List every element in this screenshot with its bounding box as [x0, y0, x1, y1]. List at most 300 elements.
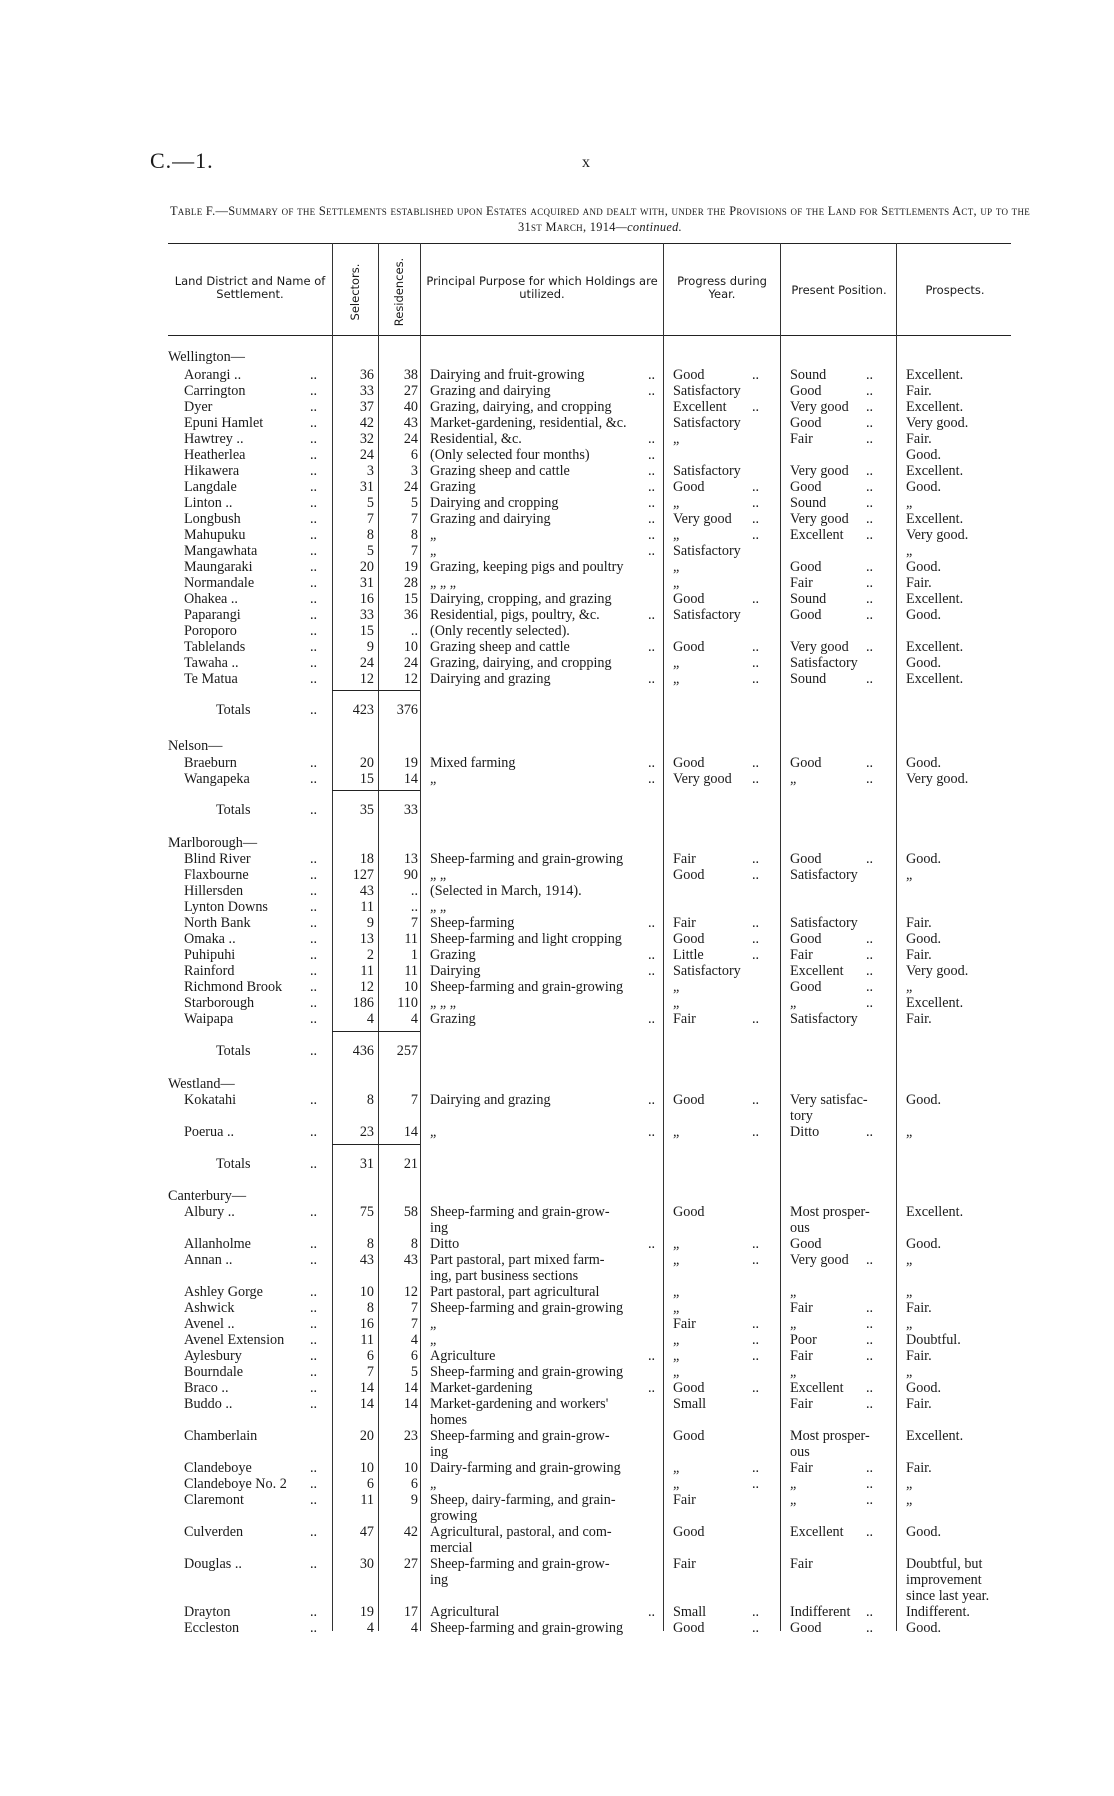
- position-text: tory: [790, 1108, 813, 1124]
- settlement-name: Avenel Extension: [184, 1332, 285, 1348]
- prospects-text: Good.: [906, 1236, 942, 1252]
- prospects-text: Good.: [906, 447, 942, 463]
- purpose-text: Grazing, dairying, and cropping: [430, 655, 612, 671]
- header-purpose: Principal Purpose for which Holdings are utilized.: [426, 274, 658, 301]
- leader-dots: ..: [648, 915, 656, 931]
- selectors-value: 6: [366, 1476, 374, 1492]
- prospects-text: Excellent.: [906, 511, 964, 527]
- selectors-value: 127: [352, 867, 374, 883]
- selectors-value: 15: [359, 623, 374, 639]
- leader-dots: ..: [310, 995, 318, 1011]
- leader-dots: ..: [310, 1556, 318, 1572]
- prospects-text: „: [906, 1492, 913, 1508]
- prospects-text: Good.: [906, 1524, 942, 1540]
- prospects-text: Excellent.: [906, 639, 964, 655]
- residences-value: 24: [403, 431, 418, 447]
- position-text: Good: [790, 559, 822, 575]
- purpose-text: Sheep-farming and grain-growing: [430, 1364, 624, 1380]
- settlement-name: Linton ..: [184, 495, 233, 511]
- leader-dots: ..: [648, 671, 656, 687]
- leader-dots: ..: [866, 1300, 874, 1316]
- settlement-name: Albury ..: [184, 1204, 235, 1220]
- settlement-name: Heatherlea: [184, 447, 246, 463]
- leader-dots: ..: [310, 899, 318, 915]
- leader-dots: ..: [310, 1364, 318, 1380]
- prospects-text: Very good.: [906, 527, 969, 543]
- position-text: „: [790, 1284, 797, 1300]
- leader-dots: ..: [866, 479, 874, 495]
- purpose-text: Sheep-farming and grain-grow-: [430, 1204, 610, 1220]
- leader-dots: ..: [866, 963, 874, 979]
- purpose-text: ing, part business sections: [430, 1268, 579, 1284]
- selectors-value: 43: [359, 883, 374, 899]
- prospects-text: Fair.: [906, 383, 932, 399]
- position-text: Good: [790, 979, 822, 995]
- progress-text: Satisfactory: [673, 963, 741, 979]
- settlement-name: Starborough: [184, 995, 255, 1011]
- progress-text: Good: [673, 1204, 705, 1220]
- selectors-value: 11: [360, 963, 374, 979]
- settlement-name: Tawaha ..: [184, 655, 239, 671]
- selectors-value: 8: [366, 1236, 374, 1252]
- selectors-value: 14: [359, 1380, 374, 1396]
- prospects-text: Excellent.: [906, 1204, 964, 1220]
- selectors-value: 3: [366, 463, 374, 479]
- progress-text: Small: [673, 1396, 707, 1412]
- settlement-name: Totals: [216, 702, 251, 718]
- leader-dots: ..: [310, 1316, 318, 1332]
- selectors-value: 15: [359, 771, 374, 787]
- leader-dots: ..: [310, 1043, 318, 1059]
- settlement-name: Ashwick: [184, 1300, 235, 1316]
- selectors-value: 47: [359, 1524, 374, 1540]
- progress-text: Good: [673, 867, 705, 883]
- prospects-text: Good.: [906, 1092, 942, 1108]
- leader-dots: ..: [866, 415, 874, 431]
- leader-dots: ..: [648, 607, 656, 623]
- leader-dots: ..: [310, 431, 318, 447]
- selectors-value: 14: [359, 1396, 374, 1412]
- leader-dots: ..: [866, 1316, 874, 1332]
- selectors-value: 13: [359, 931, 374, 947]
- leader-dots: ..: [866, 399, 874, 415]
- purpose-text: „ „: [430, 899, 447, 915]
- settlement-name: Clandeboye No. 2: [184, 1476, 287, 1492]
- leader-dots: ..: [752, 495, 760, 511]
- leader-dots: ..: [310, 1284, 318, 1300]
- progress-text: Fair: [673, 1316, 696, 1332]
- position-text: Ditto: [790, 1124, 820, 1140]
- leader-dots: ..: [866, 851, 874, 867]
- selectors-value: 12: [359, 671, 374, 687]
- purpose-text: „: [430, 543, 437, 559]
- leader-dots: ..: [648, 511, 656, 527]
- purpose-text: „: [430, 1476, 437, 1492]
- prospects-text: „: [906, 1316, 913, 1332]
- selectors-value: 33: [359, 383, 374, 399]
- leader-dots: ..: [310, 655, 318, 671]
- leader-dots: ..: [648, 543, 656, 559]
- prospects-text: Excellent.: [906, 367, 964, 383]
- leader-dots: ..: [752, 915, 760, 931]
- progress-text: Satisfactory: [673, 415, 741, 431]
- residences-value: 24: [403, 479, 418, 495]
- leader-dots: ..: [310, 511, 318, 527]
- leader-dots: ..: [866, 463, 874, 479]
- prospects-text: Good.: [906, 1620, 942, 1636]
- position-text: „: [790, 1476, 797, 1492]
- residences-value: 257: [396, 1043, 418, 1059]
- residences-value: 8: [410, 527, 418, 543]
- position-text: Satisfactory: [790, 655, 858, 671]
- progress-text: „: [673, 1252, 680, 1268]
- leader-dots: ..: [866, 1620, 874, 1636]
- leader-dots: ..: [866, 527, 874, 543]
- residences-value: ..: [410, 899, 418, 915]
- position-text: Good: [790, 931, 822, 947]
- leader-dots: ..: [310, 963, 318, 979]
- purpose-text: „ „ „: [430, 575, 456, 591]
- position-text: Fair: [790, 1300, 813, 1316]
- purpose-text: Grazing: [430, 947, 476, 963]
- leader-dots: ..: [866, 1380, 874, 1396]
- leader-dots: ..: [310, 415, 318, 431]
- selectors-value: 18: [359, 851, 374, 867]
- purpose-text: „: [430, 1316, 437, 1332]
- purpose-text: Sheep-farming and grain-growing: [430, 979, 624, 995]
- settlement-name: Bourndale: [184, 1364, 244, 1380]
- prospects-text: „: [906, 1252, 913, 1268]
- prospects-text: Fair.: [906, 575, 932, 591]
- purpose-text: „ „ „: [430, 995, 456, 1011]
- settlement-name: Tablelands: [184, 639, 246, 655]
- purpose-text: Dairy-farming and grain-growing: [430, 1460, 621, 1476]
- leader-dots: ..: [648, 495, 656, 511]
- residences-value: 10: [403, 979, 418, 995]
- progress-text: Very good: [673, 771, 732, 787]
- purpose-text: Grazing sheep and cattle: [430, 463, 570, 479]
- settlement-name: Carrington: [184, 383, 246, 399]
- purpose-text: (Selected in March, 1914).: [430, 883, 582, 899]
- settlement-name: Flaxbourne: [184, 867, 249, 883]
- settlement-name: Totals: [216, 802, 251, 818]
- settlement-name: Totals: [216, 1043, 251, 1059]
- residences-value: 11: [404, 931, 418, 947]
- settlement-name: Hikawera: [184, 463, 240, 479]
- position-text: Fair: [790, 431, 813, 447]
- leader-dots: ..: [866, 931, 874, 947]
- leader-dots: ..: [752, 867, 760, 883]
- selectors-value: 11: [360, 899, 374, 915]
- purpose-text: Dairying and grazing: [430, 1092, 551, 1108]
- leader-dots: ..: [866, 1332, 874, 1348]
- leader-dots: ..: [310, 1204, 318, 1220]
- purpose-text: Dairying and grazing: [430, 671, 551, 687]
- settlement-name: Ohakea ..: [184, 591, 238, 607]
- purpose-text: „: [430, 771, 437, 787]
- prospects-text: Doubtful, but: [906, 1556, 983, 1572]
- leader-dots: ..: [648, 771, 656, 787]
- leader-dots: ..: [866, 591, 874, 607]
- settlement-name: Te Matua: [184, 671, 238, 687]
- settlement-name: Canterbury—: [168, 1188, 247, 1204]
- header-selectors: Selectors.: [348, 263, 362, 321]
- progress-text: Fair: [673, 1011, 696, 1027]
- progress-text: Little: [673, 947, 704, 963]
- header-position: Present Position.: [791, 283, 887, 297]
- settlement-name: Culverden: [184, 1524, 244, 1540]
- leader-dots: ..: [310, 1300, 318, 1316]
- progress-text: Good: [673, 1092, 705, 1108]
- position-text: Excellent: [790, 1524, 844, 1540]
- prospects-text: Fair.: [906, 1460, 932, 1476]
- leader-dots: ..: [752, 1124, 760, 1140]
- purpose-text: Market-gardening and workers': [430, 1396, 609, 1412]
- prospects-text: „: [906, 1284, 913, 1300]
- settlement-name: Hawtrey ..: [184, 431, 244, 447]
- position-text: Very good: [790, 1252, 849, 1268]
- leader-dots: ..: [310, 623, 318, 639]
- purpose-text: Sheep-farming and grain-grow-: [430, 1556, 610, 1572]
- progress-text: „: [673, 995, 680, 1011]
- residences-value: ..: [410, 623, 418, 639]
- residences-value: 12: [403, 671, 418, 687]
- residences-value: 4: [410, 1011, 418, 1027]
- leader-dots: ..: [648, 479, 656, 495]
- purpose-text: (Only selected four months): [430, 447, 590, 463]
- position-text: Good: [790, 1620, 822, 1636]
- position-text: Excellent: [790, 527, 844, 543]
- position-text: Indifferent: [790, 1604, 851, 1620]
- leader-dots: ..: [752, 591, 760, 607]
- settlement-name: Paparangi: [184, 607, 241, 623]
- settlement-name: Normandale: [184, 575, 255, 591]
- settlement-name: Clandeboye: [184, 1460, 252, 1476]
- position-text: Satisfactory: [790, 1011, 858, 1027]
- prospects-text: Fair.: [906, 431, 932, 447]
- leader-dots: ..: [310, 1236, 318, 1252]
- leader-dots: ..: [752, 399, 760, 415]
- purpose-text: growing: [430, 1508, 478, 1524]
- residences-value: 14: [403, 1380, 418, 1396]
- leader-dots: ..: [752, 947, 760, 963]
- purpose-text: Agricultural: [430, 1604, 500, 1620]
- leader-dots: ..: [310, 1380, 318, 1396]
- prospects-text: Very good.: [906, 415, 969, 431]
- progress-text: Fair: [673, 851, 696, 867]
- settlement-name: Braeburn: [184, 755, 237, 771]
- leader-dots: ..: [752, 1620, 760, 1636]
- leader-dots: ..: [866, 511, 874, 527]
- purpose-text: Grazing sheep and cattle: [430, 639, 570, 655]
- selectors-value: 36: [359, 367, 374, 383]
- leader-dots: ..: [752, 1460, 760, 1476]
- leader-dots: ..: [310, 947, 318, 963]
- selectors-value: 8: [366, 1092, 374, 1108]
- residences-value: 6: [410, 1476, 418, 1492]
- progress-text: „: [673, 655, 680, 671]
- purpose-text: Dairying and fruit-growing: [430, 367, 585, 383]
- purpose-text: Ditto: [430, 1236, 460, 1252]
- leader-dots: ..: [310, 639, 318, 655]
- progress-text: „: [673, 1124, 680, 1140]
- purpose-text: Sheep-farming and grain-growing: [430, 1620, 624, 1636]
- position-text: Good: [790, 755, 822, 771]
- selectors-value: 42: [359, 415, 374, 431]
- selectors-value: 10: [359, 1284, 374, 1300]
- settlement-name: Douglas ..: [184, 1556, 242, 1572]
- progress-text: Excellent: [673, 399, 727, 415]
- purpose-text: Grazing, keeping pigs and poultry: [430, 559, 624, 575]
- residences-value: 33: [403, 802, 418, 818]
- leader-dots: ..: [648, 383, 656, 399]
- purpose-text: Residential, pigs, poultry, &c.: [430, 607, 600, 623]
- settlement-name: Totals: [216, 1156, 251, 1172]
- leader-dots: ..: [310, 575, 318, 591]
- residences-value: 7: [410, 1092, 418, 1108]
- leader-dots: ..: [310, 1604, 318, 1620]
- leader-dots: ..: [866, 607, 874, 623]
- settlement-name: Waipapa: [184, 1011, 234, 1027]
- purpose-text: (Only recently selected).: [430, 623, 570, 639]
- leader-dots: ..: [752, 367, 760, 383]
- leader-dots: ..: [310, 755, 318, 771]
- settlement-name: Omaka ..: [184, 931, 236, 947]
- progress-text: Good: [673, 591, 705, 607]
- residences-value: 7: [410, 1300, 418, 1316]
- selectors-value: 8: [366, 1300, 374, 1316]
- selectors-value: 16: [359, 591, 374, 607]
- leader-dots: ..: [648, 367, 656, 383]
- prospects-text: Good.: [906, 655, 942, 671]
- selectors-value: 20: [359, 1428, 374, 1444]
- progress-text: Good: [673, 755, 705, 771]
- settlement-name: Marlborough—: [168, 835, 258, 851]
- position-text: Most prosper-: [790, 1204, 870, 1220]
- purpose-text: Sheep-farming and grain-grow-: [430, 1428, 610, 1444]
- progress-text: „: [673, 527, 680, 543]
- leader-dots: ..: [866, 1396, 874, 1412]
- leader-dots: ..: [310, 527, 318, 543]
- selectors-value: 20: [359, 559, 374, 575]
- leader-dots: ..: [866, 495, 874, 511]
- leader-dots: ..: [866, 947, 874, 963]
- purpose-text: „ „: [430, 867, 447, 883]
- header-prospects: Prospects.: [925, 283, 985, 297]
- leader-dots: ..: [866, 1460, 874, 1476]
- residences-value: 36: [403, 607, 418, 623]
- position-text: „: [790, 771, 797, 787]
- purpose-text: Dairying, cropping, and grazing: [430, 591, 612, 607]
- selectors-value: 186: [352, 995, 374, 1011]
- position-text: Fair: [790, 947, 813, 963]
- prospects-text: Excellent.: [906, 399, 964, 415]
- settlement-name: Epuni Hamlet: [184, 415, 264, 431]
- residences-value: 376: [396, 702, 418, 718]
- leader-dots: ..: [752, 1380, 760, 1396]
- selectors-value: 31: [359, 1156, 374, 1172]
- position-text: Good: [790, 415, 822, 431]
- purpose-text: Grazing, dairying, and cropping: [430, 399, 612, 415]
- residences-value: 7: [410, 1316, 418, 1332]
- position-text: Poor: [790, 1332, 817, 1348]
- page-ref: C.—1.: [150, 148, 214, 173]
- prospects-text: Very good.: [906, 771, 969, 787]
- selectors-value: 31: [359, 575, 374, 591]
- leader-dots: ..: [866, 383, 874, 399]
- settlement-name: Mahupuku: [184, 527, 246, 543]
- position-text: Sound: [790, 367, 827, 383]
- selectors-value: 7: [366, 1364, 374, 1380]
- residences-value: 38: [403, 367, 418, 383]
- purpose-text: ing: [430, 1572, 449, 1588]
- prospects-text: „: [906, 495, 913, 511]
- progress-text: „: [673, 1332, 680, 1348]
- purpose-text: Grazing and dairying: [430, 383, 551, 399]
- position-text: Excellent: [790, 963, 844, 979]
- header-progress: Progress during Year.: [677, 274, 767, 301]
- leader-dots: ..: [648, 1092, 656, 1108]
- leader-dots: ..: [752, 1316, 760, 1332]
- residences-value: 5: [410, 495, 418, 511]
- settlement-name: Wellington—: [168, 349, 245, 365]
- residences-value: 10: [403, 1460, 418, 1476]
- position-text: Good: [790, 479, 822, 495]
- residences-value: 19: [403, 755, 418, 771]
- leader-dots: ..: [866, 575, 874, 591]
- position-text: Good: [790, 607, 822, 623]
- progress-text: Very good: [673, 511, 732, 527]
- prospects-text: Good.: [906, 559, 942, 575]
- purpose-text: Grazing: [430, 479, 476, 495]
- residences-value: 8: [410, 1236, 418, 1252]
- prospects-text: Fair.: [906, 915, 932, 931]
- residences-value: 5: [410, 1364, 418, 1380]
- settlement-name: Annan ..: [184, 1252, 233, 1268]
- prospects-text: Very good.: [906, 963, 969, 979]
- selectors-value: 35: [359, 802, 374, 818]
- leader-dots: ..: [752, 755, 760, 771]
- leader-dots: ..: [648, 639, 656, 655]
- selectors-value: 2: [366, 947, 374, 963]
- settlement-name: Aylesbury: [184, 1348, 242, 1364]
- selectors-value: 8: [366, 527, 374, 543]
- residences-value: 9: [410, 1492, 418, 1508]
- position-text: Fair: [790, 575, 813, 591]
- leader-dots: ..: [310, 1348, 318, 1364]
- leader-dots: ..: [310, 367, 318, 383]
- settlement-name: Avenel ..: [184, 1316, 235, 1332]
- leader-dots: ..: [866, 1348, 874, 1364]
- selectors-value: 43: [359, 1252, 374, 1268]
- prospects-text: „: [906, 1124, 913, 1140]
- settlement-name: Drayton: [184, 1604, 231, 1620]
- residences-value: 10: [403, 639, 418, 655]
- selectors-value: 11: [360, 1492, 374, 1508]
- progress-text: Satisfactory: [673, 383, 741, 399]
- purpose-text: Sheep-farming and grain-growing: [430, 1300, 624, 1316]
- prospects-text: Fair.: [906, 1011, 932, 1027]
- purpose-text: Part pastoral, part mixed farm-: [430, 1252, 605, 1268]
- leader-dots: ..: [648, 527, 656, 543]
- prospects-text: „: [906, 867, 913, 883]
- leader-dots: ..: [866, 1524, 874, 1540]
- selectors-value: 37: [359, 399, 374, 415]
- progress-text: Small: [673, 1604, 707, 1620]
- purpose-text: Agriculture: [430, 1348, 496, 1364]
- leader-dots: ..: [752, 511, 760, 527]
- leader-dots: ..: [648, 947, 656, 963]
